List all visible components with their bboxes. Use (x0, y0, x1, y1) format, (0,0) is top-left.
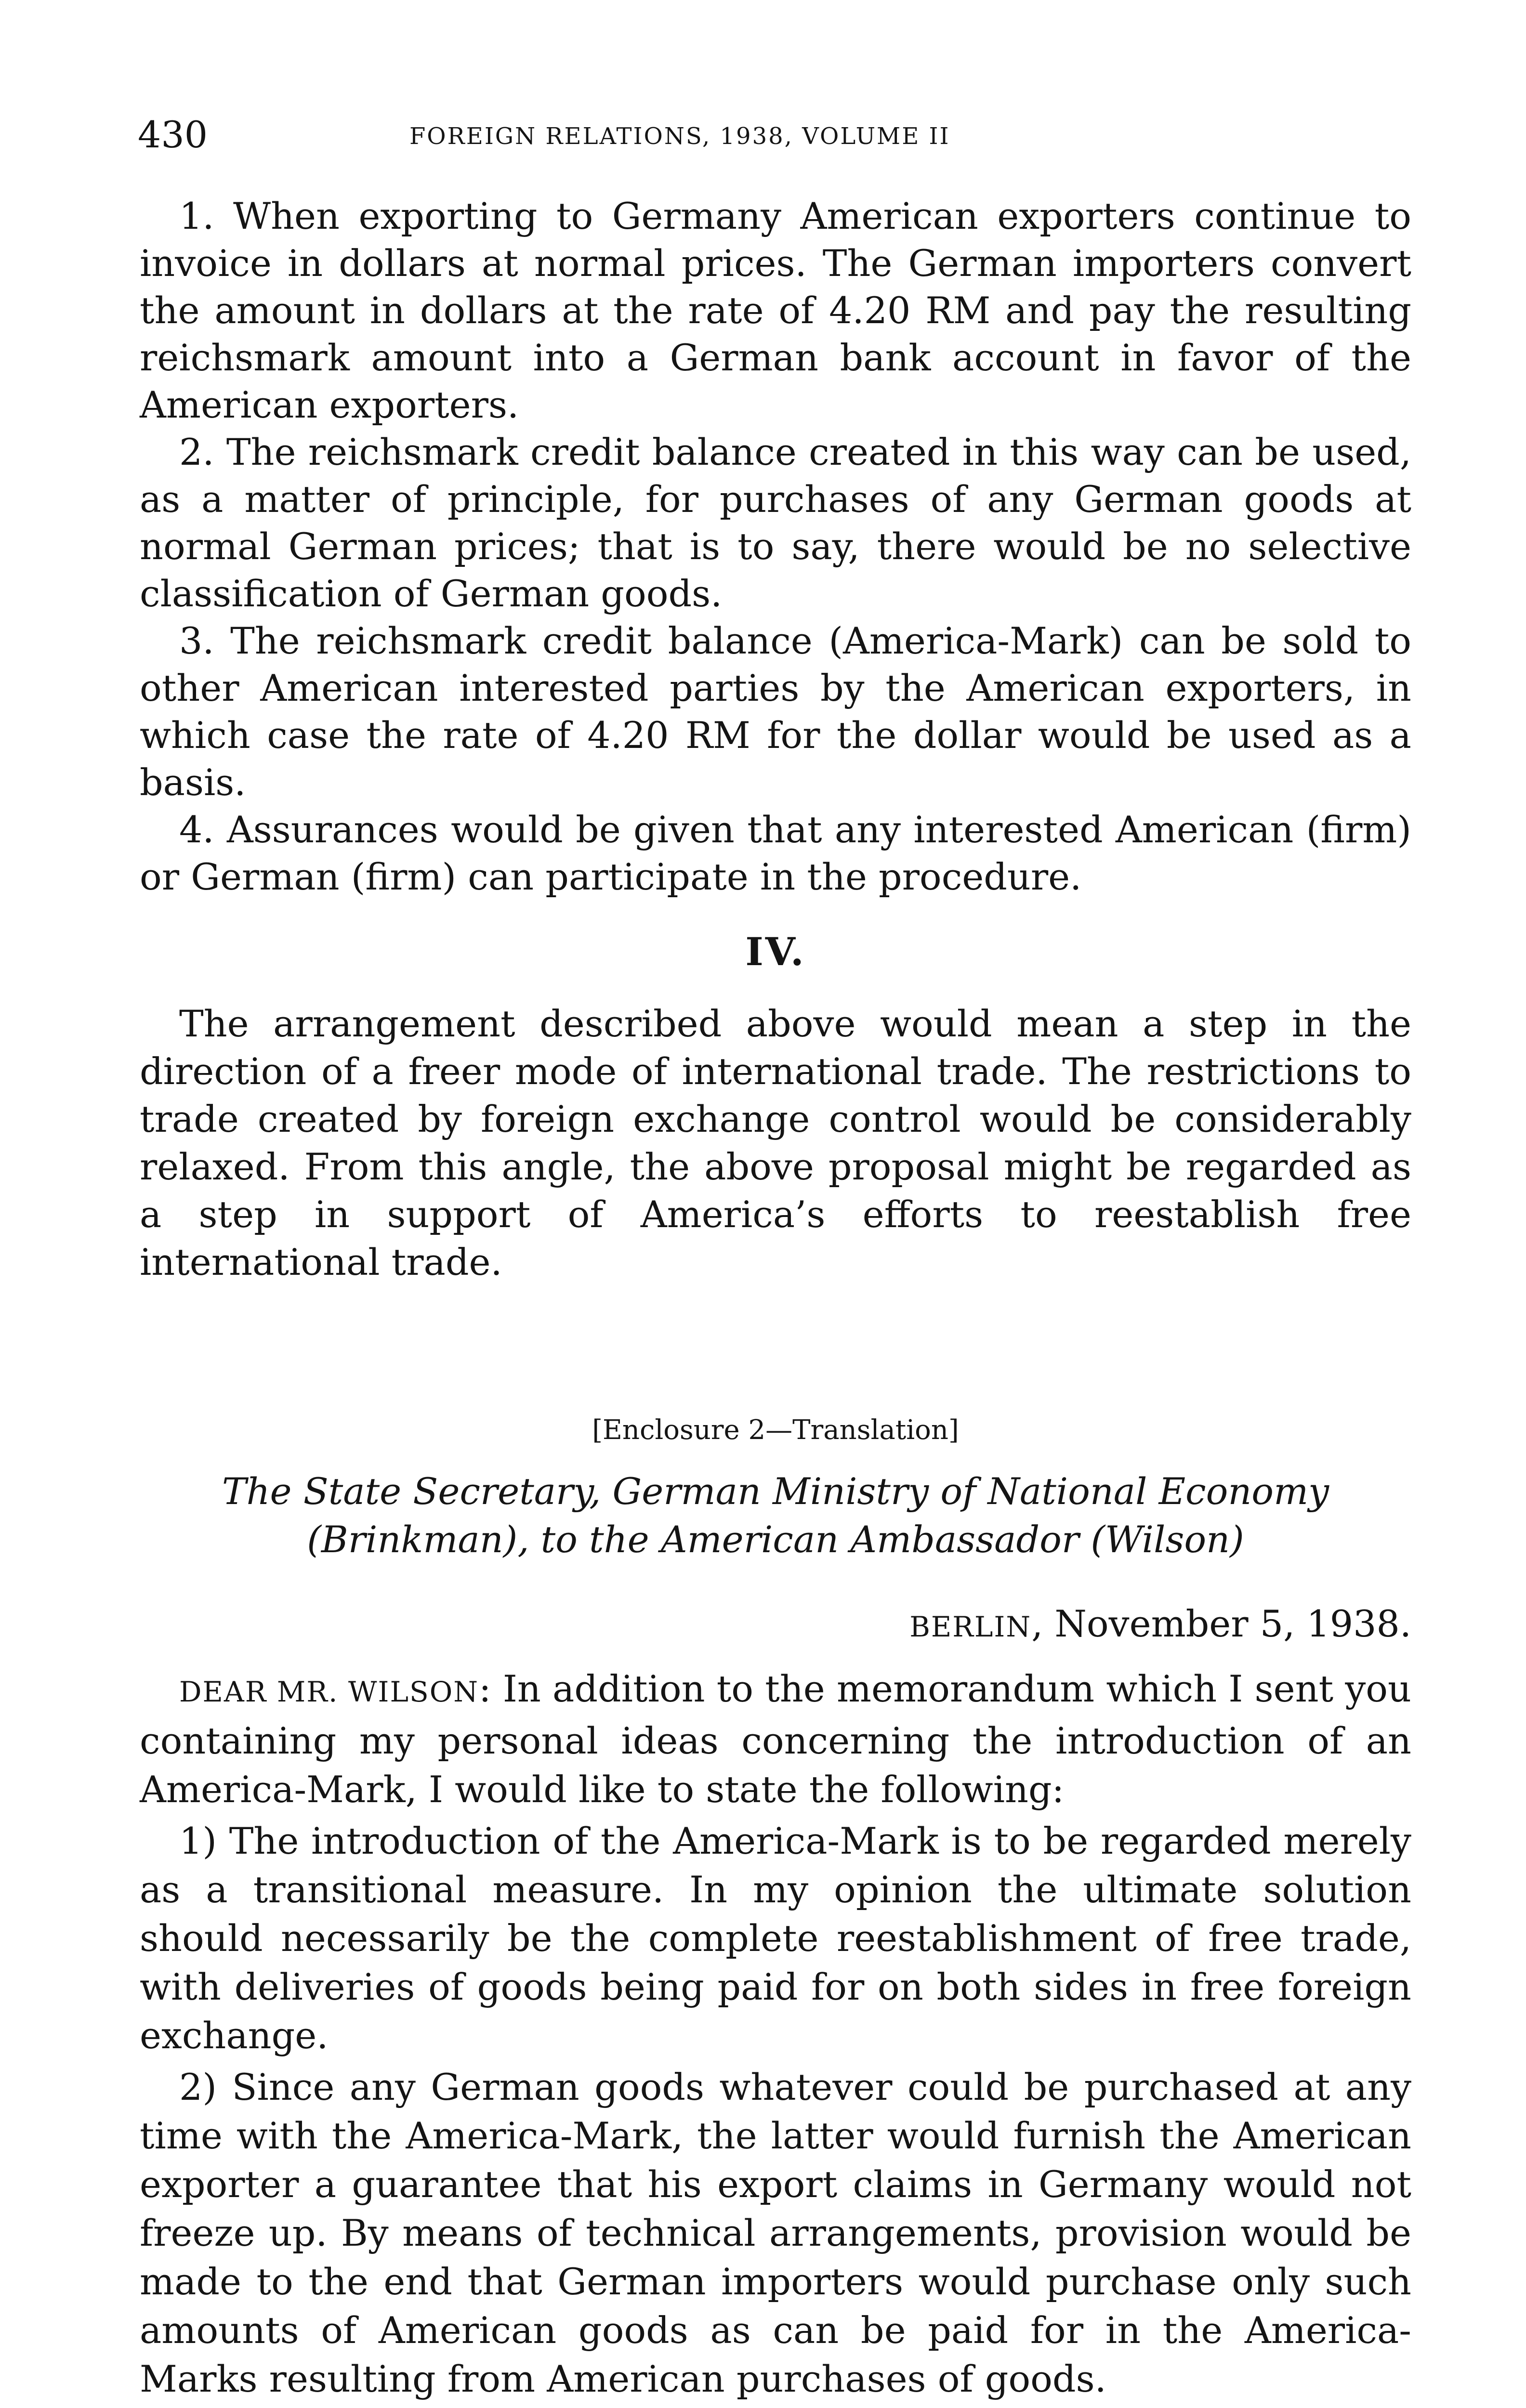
numbered-paragraph-3: 3. The reichsmark credit balance (America-Mark) can be sold to other American interested parties by the American exporters, in which case the rate of 4.20 RM for the dollar would be used as a basis. (140, 619, 1411, 804)
document-title (140, 1467, 1411, 1564)
running-title: FOREIGN RELATIONS, 1938, VOLUME II (409, 123, 950, 150)
letter-body (140, 1664, 1411, 2408)
dateline (140, 1600, 1411, 1651)
dateline-date: , November 5, 1938. (1031, 1602, 1411, 1645)
dateline-city: BERLIN (909, 1610, 1032, 1643)
document-title-line-1: The State Secretary, German Ministry of National Economy (222, 1470, 1329, 1513)
letter-point-2: 2) Since any German goods whatever could be purchased at any time with the America-Mark, the latter would furnish the American exporter a guarantee that his export claims in Germany would not freeze up. By means of technical arrangements, provision would be made to the end that German importers would purchase only such amounts of American goods as can be paid for in the America-Marks resulting from American purchases of goods. (140, 2066, 1411, 2400)
letter-opening (140, 1664, 1411, 1814)
section-heading-iv: IV. (745, 929, 806, 974)
enclosure-label: [Enclosure 2—Translation] (592, 1414, 959, 1446)
salutation: DEAR MR. WILSON (179, 1675, 479, 1708)
letter-point-3 (140, 2406, 1411, 2408)
numbered-paragraph-4: 4. Assurances would be given that any interested American (firm) or German (firm) can participate in the procedure. (140, 808, 1411, 898)
page-number: 430 (138, 113, 208, 156)
section-iv-body (140, 1000, 1411, 1286)
document-page (140, 113, 1411, 2408)
document-title-line-2: (Brinkman), to the American Ambassador (Wilson) (307, 1518, 1244, 1561)
numbered-paragraph-2: 2. The reichsmark credit balance created in this way can be used, as a matter of principle, for purchases of any German goods at normal German prices; that is to say, there would be no selective classification of German goods. (140, 431, 1411, 615)
numbered-list-section (140, 193, 1411, 901)
section-iv-paragraph: The arrangement described above would mean a step in the direction of a freer mode of international trade. The restrictions to trade created by foreign exchange control would be considerably relaxed. From this angle, the above proposal might be regarded as a step in support of America’s efforts to reestablish free international trade. (140, 1002, 1411, 1283)
running-header (140, 113, 1411, 166)
letter-point-1: 1) The introduction of the America-Mark is to be regarded merely as a transitional measure. In my opinion the ultimate solution should necessarily be the complete reestablishment of free trade, with deliveries of goods being paid for on both sides in free foreign exchange. (140, 1819, 1411, 2057)
numbered-paragraph-1: 1. When exporting to Germany American exporters continue to invoice in dollars at normal prices. The German importers convert the amount in dollars at the rate of 4.20 RM and pay the resulting reichsmark amount into a German bank account in favor of the American exporters. (140, 195, 1411, 426)
opening-text: : In addition to the memorandum which I sent you containing my personal ideas concerning the introduction of an America-Mark, I would like to state the following: (140, 1667, 1411, 1811)
